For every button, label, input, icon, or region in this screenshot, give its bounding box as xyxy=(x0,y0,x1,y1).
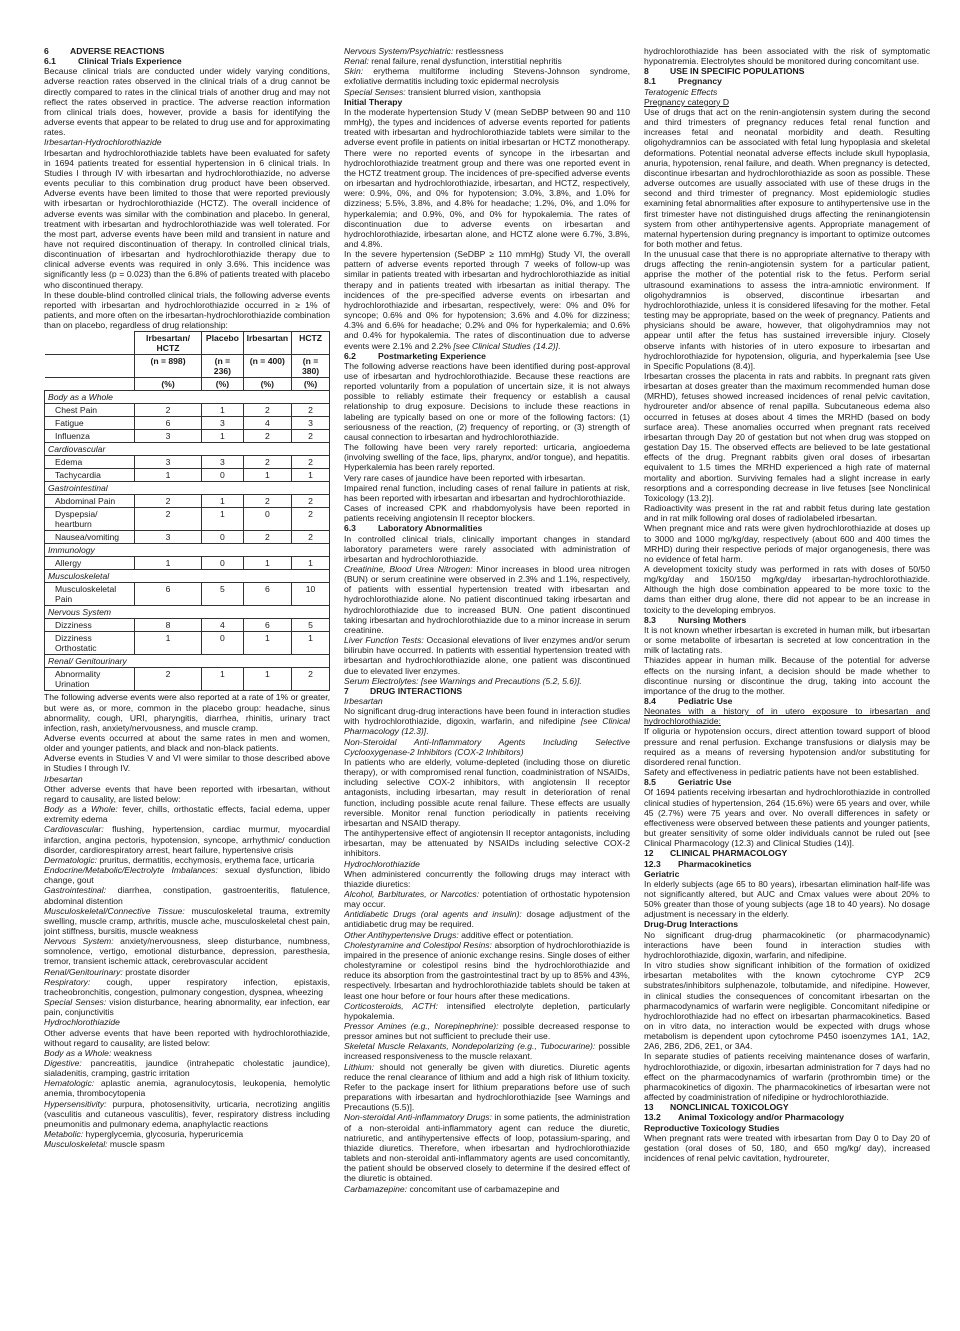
geriatric-heading: Geriatric xyxy=(644,868,680,879)
list-item-text: possible decreased response to pressor amines but not sufficient to preclude their use. xyxy=(344,1021,630,1042)
table-category-cell: Musculoskeletal xyxy=(45,570,330,583)
list-item xyxy=(44,865,330,885)
list-item-label: Pressor Amines (e.g., Norepinephrine): xyxy=(344,1021,499,1031)
list-item-label: Special Senses: xyxy=(344,86,406,97)
table-category-row xyxy=(45,544,330,557)
subheading: Neonates with a history of in utero exposure to irbesartan and hydrochlorothiazide: xyxy=(644,706,930,727)
table-cell-value: 6 xyxy=(134,417,201,430)
paragraph: When pregnant rats were treated with irbesartan from Day 0 to Day 20 of gestation (oral doses of 50, 180, and 650 mg/kg/ day), increased incidences of renal pelvic cavitation, hydroureter, xyxy=(644,1132,930,1164)
list-item xyxy=(344,940,630,1001)
table-cell-value: 1 xyxy=(243,632,292,655)
table-cell-value: 2 xyxy=(292,668,330,691)
table-category-row xyxy=(45,482,330,495)
table-cell-value: 4 xyxy=(202,619,243,632)
list-item-text: renal failure, renal dysfunction, interstitial nephritis xyxy=(368,56,562,67)
paragraph: Impaired renal function, including cases of renal failure in patients at risk, has been reported with irbesartan and irbesartan and hydrochlorothiazide. xyxy=(344,482,630,503)
list-item-text: pancreatitis, jaundice (intrahepatic cholestatic jaundice), sialadenitis, cramping, gastric irritation xyxy=(44,1058,330,1079)
table-category-row xyxy=(45,606,330,619)
list-item xyxy=(44,1129,330,1139)
list-item-text: fever, chills, orthostatic effects, facial edema, upper extremity edema xyxy=(44,804,330,825)
list-item-label: Nervous System/Psychiatric: xyxy=(344,46,454,56)
table-cell-value: 2 xyxy=(292,531,330,544)
table-cell-value: 2 xyxy=(134,668,201,691)
list-item xyxy=(344,909,630,929)
table-cell-value: 1 xyxy=(202,404,243,417)
table-cell-value: 0 xyxy=(202,469,243,482)
paragraph: A development toxicity study was performed in rats with doses of 50/50 mg/kg/day and 150/150 mg/kg/day irbesartan-hydrochlorothiazide. Although the high dose combination appeared to be more toxic to the dams than either drug alone, there did not appear to be an increase in toxicity to the developing embryos. xyxy=(644,563,930,615)
section-8-5-heading: 8.5 Geriatric Use xyxy=(644,777,732,788)
list-item-text: transient blurred vision, xanthopsia xyxy=(405,86,541,97)
table-cell-value: 2 xyxy=(292,404,330,417)
list-item-text: muscle spasm xyxy=(107,1139,165,1150)
list-item-label: Special Senses: xyxy=(44,997,107,1008)
reproductive-toxicology-heading: Reproductive Toxicology Studies xyxy=(644,1122,780,1133)
list-item-label: Nervous System: xyxy=(44,936,114,947)
table-row xyxy=(45,557,330,570)
table-header-cell: (%) xyxy=(292,378,330,391)
list-item-label: Endocrine/Metabolic/Electrolyte Imbalances: xyxy=(44,865,218,876)
list-item-text: possible increased responsiveness to the muscle relaxant. xyxy=(344,1041,630,1062)
subheading: Non-Steroidal Anti-Inflammatory Agents Including Selective Cyclooxygenase-2 Inhibitors (COX-2 Inhibitors) xyxy=(344,736,630,757)
list-item xyxy=(44,1078,330,1098)
section-13-heading: 13 NONCLINICAL TOXICOLOGY xyxy=(644,1102,789,1113)
table-header-cell: (%) xyxy=(202,378,243,391)
list-item-text: hyperglycemia, glycosuria, hyperuricemia xyxy=(83,1129,244,1140)
table-row xyxy=(45,583,330,606)
paragraph: No significant drug-drug pharmacokinetic (or pharmacodynamic) interactions have been found in interaction studies with hydrochlorothiazide, digoxin, warfarin, and nifedipine. xyxy=(644,929,930,960)
hctz-events-list xyxy=(44,1048,330,1150)
paragraph: When administered concurrently the following drugs may interact with thiazide diuretics: xyxy=(344,868,630,889)
list-item-text: dosage adjustment of the antidiabetic drug may be required. xyxy=(344,909,630,930)
list-item-label: Body as a Whole: xyxy=(44,804,118,815)
section-8-4-heading: 8.4 Pediatric Use xyxy=(644,696,733,706)
list-item-text: in some patients, the administration of a non-steroidal anti-inflammatory agent can reduce the diuretic, natriuretic, and antihypertensive effects of loop, potassium-sparing, and thiazide diuretics. Therefore, when irbesartan and hydrochlorothiazide tablets and non-steroidal anti-inflammatory agents are used concomitantly, the patient should be observed closely to determine if the desired effect of the diuretic is obtained. xyxy=(344,1112,630,1184)
paragraph: Very rare cases of jaundice have been reported with irbesartan. xyxy=(344,472,586,483)
table-header-cell: (n = 898) xyxy=(134,355,201,378)
list-item-label: Cardiovascular: xyxy=(44,824,104,835)
table-cell-value: 10 xyxy=(292,583,330,606)
list-item-label: Metabolic: xyxy=(44,1129,84,1140)
table-cell-value: 4 xyxy=(243,417,292,430)
subheading: Irbesartan xyxy=(44,773,83,784)
table-cell-value: 1 xyxy=(134,557,201,570)
paragraph: Creatinine, Blood Urea Nitrogen: Minor increases in blood urea nitrogen (BUN) or serum creatinine were observed in 2.3% and 1.1%, respectively, of patients with essential hypertension treated with irbesartan and hydrochlorothiazide alone. No patient discontinued taking irbesartan and hydrochlorothiazide due to increased BUN. One patient discontinued taking irbesartan and hydrochlorothiazide due to a minor increase in serum creatinine. xyxy=(344,563,630,635)
list-item-label: Antidiabetic Drugs (oral agents and insulin): xyxy=(344,909,522,920)
table-cell-value: 1 xyxy=(243,668,292,691)
list-item-text: anxiety/nervousness, sleep disturbance, numbness, somnolence, vertigo, emotional disturbance, depression, paresthesia, tremor, transient ischemic attack, cerebrovascular accident xyxy=(44,936,330,967)
table-cell-value: 0 xyxy=(202,557,243,570)
section-6-1-heading: 6.1 Clinical Trials Experience xyxy=(44,56,182,67)
table-row xyxy=(45,404,330,417)
table-header-cell: (%) xyxy=(243,378,292,391)
list-item xyxy=(344,930,630,940)
table-category-row xyxy=(45,570,330,583)
table-cell-value: 6 xyxy=(243,583,292,606)
table-cell-event: Edema xyxy=(45,456,135,469)
list-item-label: Hematologic: xyxy=(44,1078,95,1089)
paragraph: Serum Electrolytes: [see Warnings and Precautions (5.2, 5.6)]. xyxy=(344,675,582,686)
table-row xyxy=(45,430,330,443)
table-cell-value: 2 xyxy=(243,404,292,417)
list-item-label: Gastrointestinal: xyxy=(44,885,107,896)
list-item-label: Skeletal Muscle Relaxants, Nondepolarizing (e.g., Tubocurarine): xyxy=(344,1041,596,1052)
list-item xyxy=(344,889,630,909)
list-item xyxy=(44,967,330,977)
table-category-cell: Immunology xyxy=(45,544,330,557)
table-category-cell: Renal/ Genitourinary xyxy=(45,655,330,668)
table-category-cell: Cardiovascular xyxy=(45,443,330,456)
column-3 xyxy=(644,46,930,1319)
list-item xyxy=(44,804,330,824)
list-item-label: Digestive: xyxy=(44,1058,82,1068)
table-cell-value: 6 xyxy=(134,583,201,606)
list-item xyxy=(344,1001,630,1021)
section-6-heading: 6 ADVERSE REACTIONS xyxy=(44,46,165,56)
list-item-text: prostate disorder xyxy=(122,966,190,977)
table-cell-value: 0 xyxy=(202,531,243,544)
column-2 xyxy=(344,46,630,1319)
paragraph: In controlled clinical trials, clinically important changes in standard laboratory parameters were rarely associated with administration of irbesartan and hydrochlorothiazide. xyxy=(344,533,630,564)
list-item-label: Musculoskeletal/Connective Tissue: xyxy=(44,905,185,916)
table-cell-value: 2 xyxy=(134,495,201,508)
table-cell-value: 1 xyxy=(292,469,330,482)
table-n-row xyxy=(45,355,330,378)
table-row xyxy=(45,619,330,632)
table-header-cell: Placebo xyxy=(202,332,243,355)
list-item-text: erythema multiforme including Stevens-Johnson syndrome, exfoliative dermatitis including toxic epidermal necrolysis xyxy=(344,66,630,87)
table-cell-value: 2 xyxy=(292,508,330,531)
section-8-3-heading: 8.3 Nursing Mothers xyxy=(644,614,747,625)
list-item-label: Dermatologic: xyxy=(44,854,98,865)
paragraph: Other adverse events that have been reported with hydrochlorothiazide, without regard to causality, are listed below: xyxy=(44,1027,330,1048)
table-cell-value: 1 xyxy=(243,469,292,482)
paragraph: In elderly subjects (age 65 to 80 years), irbesartan elimination half-life was not significantly altered, but AUC and Cmax values were about 20% to 50% greater than those of young subjects (age 18 to 40 years). No dosage adjustment is necessary in the elderly. xyxy=(644,878,930,920)
table-cell-event: Dizziness Orthostatic xyxy=(45,632,135,655)
table-header-row xyxy=(45,332,330,355)
list-item-label: Cholestyramine and Colestipol Resins: xyxy=(344,939,492,950)
paragraph: Adverse events in Studies V and VI were similar to those described above in Studies I through IV. xyxy=(44,753,330,774)
table-cell-value: 8 xyxy=(134,619,201,632)
table-cell-value: 3 xyxy=(134,430,201,443)
list-item xyxy=(44,977,330,997)
table-cell-value: 5 xyxy=(292,619,330,632)
paragraph: Adverse events occurred at about the same rates in men and women, older and younger patients, and black and non-black patients. xyxy=(44,733,330,754)
list-item-text: intensified electrolyte depletion, particularly hypokalemia. xyxy=(344,1000,630,1021)
table-cell-event: Fatigue xyxy=(45,417,135,430)
table-body xyxy=(45,391,330,691)
list-item xyxy=(344,87,630,97)
list-item xyxy=(44,1139,330,1149)
table-row xyxy=(45,456,330,469)
table-cell-value: 1 xyxy=(202,495,243,508)
list-item-text: flushing, hypertension, cardiac murmur, myocardial infarction, angina pectoris, hypotension, syncope, arrhythmic/ conduction disorder, cardiorespiratory arrest, heart failure, hypertensive crisis xyxy=(44,824,330,855)
list-item xyxy=(344,1184,630,1194)
table-cell-value: 6 xyxy=(243,619,292,632)
paragraph: In vitro studies show significant inhibition of the formation of oxidized irbesartan metabolites with the known cytochrome CYP 2C9 substrates/inhibitors sulphenazole, tolbutamide, and nifedipine. However, in clinical studies the consequences of concomitant irbesartan on the pharmacodynamics of warfarin were negligible. Concomitant nifedipine or hydrochlorothiazide had no effect on irbesartan pharmacokinetics. Based on in vitro data, no interaction would be expected with drugs whose metabolism is dependent upon cytochrome P450 isoenzymes 1A1, 1A2, 2A6, 2B6, 2D6, 2E1, or 3A4. xyxy=(644,960,930,1052)
list-item-label: Hypersensitivity: xyxy=(44,1098,107,1109)
list-item-label: Renal/Genitourinary: xyxy=(44,966,123,977)
table-cell-value: 3 xyxy=(134,531,201,544)
table-row xyxy=(45,495,330,508)
list-item xyxy=(344,66,630,86)
table-header-cell: HCTZ xyxy=(292,332,330,355)
table-cell-value: 1 xyxy=(134,469,201,482)
section-7-heading: 7 DRUG INTERACTIONS xyxy=(344,685,463,696)
paragraph: Cases of increased CPK and rhabdomyolysis have been reported in patients receiving angiotensin II receptor blockers. xyxy=(344,503,630,524)
list-item-text: sexual dysfunction, libido change, gout xyxy=(44,865,330,886)
paragraph: Of 1694 patients receiving irbesartan and hydrochlorothiazide in controlled clinical studies of hypertension, 264 (15.6%) were 65 years and over, while 45 (2.7%) were 75 years and over. No overall differences in safety or effectiveness were observed between these patients and younger patients, but greater sensitivity of some older individuals cannot be ruled out [see Clinical Pharmacology (12.3) and Clinical Studies (14)]. xyxy=(644,787,930,849)
list-item xyxy=(44,1048,330,1058)
list-item xyxy=(44,885,330,905)
subheading: Teratogenic Effects xyxy=(644,86,718,97)
table-category-cell: Nervous System xyxy=(45,606,330,619)
table-cell-event: Chest Pain xyxy=(45,404,135,417)
paragraph: In the unusual case that there is no appropriate alternative to therapy with drugs affecting the renin-angiotensin system for a particular patient, apprise the mother of the potential risk to the fetus. Perform serial ultrasound examinations to assess the intra-amniotic environment. If oligohydramnios is observed, discontinue irbesartan and hydrochlorothiazide, unless it is considered lifesaving for the mother. Fetal testing may be appropriate, based on the week of pregnancy. Patients and physicians should be aware, however, that oligohydramnios may not appear until after the fetus has sustained irreversible injury. Closely observe infants with histories of in utero exposure to irbesartan and hydrochlorothiazide for hypotension, oliguria, and hyperkalemia [see Use in Specific Populations (8.4)]. xyxy=(644,249,930,371)
subheading: Irbesartan xyxy=(344,696,383,706)
list-item-text: potentiation of orthostatic hypotension may occur. xyxy=(344,888,630,910)
table-row xyxy=(45,508,330,531)
paragraph: The following have been very rarely reported: urticaria, angioedema (involving swelling of the face, lips, pharynx, and/or tongue), and hepatitis. Hyperkalemia has been rarely reported. xyxy=(344,442,630,473)
column-1 xyxy=(44,46,330,1319)
table-cell-value: 5 xyxy=(202,583,243,606)
table-category-row xyxy=(45,391,330,404)
table-cell-value: 3 xyxy=(134,456,201,469)
list-item-text: musculoskeletal trauma, extremity swelling, muscle cramp, arthritis, muscle ache, musculoskeletal chest pain, joint stiffness, bursitis, muscle weakness xyxy=(44,905,330,936)
table-cell-value: 3 xyxy=(292,417,330,430)
table-cell-event: Dyspepsia/ heartburn xyxy=(45,508,135,531)
subheading: Hydrochlorothiazide xyxy=(44,1017,120,1028)
list-item xyxy=(344,1112,630,1183)
table-cell-value: 1 xyxy=(202,668,243,691)
list-item-label: Body as a Whole: xyxy=(44,1047,112,1058)
irbesartan-events-list xyxy=(44,804,330,1017)
table-cell-value: 2 xyxy=(292,430,330,443)
paragraph: Use of drugs that act on the renin-angiotensin system during the second and third trimesters of pregnancy reduces fetal renal function and increases fetal and neonatal morbidity and death. Resulting oligohydramnios can be associated with fetal lung hypoplasia and skeletal deformations. Potential neonatal adverse effects include skull hypoplasia, anuria, hypotension, renal failure, and death. When pregnancy is detected, discontinue irbesartan and hydrochlorothiazide as soon as possible. These adverse outcomes are usually associated with use of these drugs in the second and third trimester of pregnancy. Most epidemiologic studies examining fetal abnormalities after exposure to antihypertensive use in the first trimester have not distinguished drugs affecting the reninangiotensin system from other antihypertensive agents. Appropriate management of maternal hypertension during pregnancy is important to optimize outcomes for both mother and fetus. xyxy=(644,106,930,249)
paragraph: The antihypertensive effect of angiotensin II receptor antagonists, including irbesartan, may be attenuated by NSAIDs including selective COX-2 inhibitors. xyxy=(344,828,630,859)
table-cell-value: 3 xyxy=(202,417,243,430)
table-cell-value: 1 xyxy=(202,430,243,443)
paragraph: If oliguria or hypotension occurs, direct attention toward support of blood pressure and renal perfusion. Exchange transfusions or dialysis may be required as a means of reversing hypotension and/or substituting for disordered renal function. xyxy=(644,726,930,767)
list-item xyxy=(44,997,330,1017)
paragraph: Irbesartan and hydrochlorothiazide tablets have been evaluated for safety in 1694 patients treated for essential hypertension in 6 clinical trials. In Studies I through IV with irbesartan and hydrochlorothiazide, no adverse events peculiar to this combination drug product have been observed. Adverse events have been limited to those that were reported previously with irbesartan or hydrochlorothiazide (HCTZ). The overall incidence of adverse events was similar with the combination and placebo. In general, treatment with irbesartan and hydrochlorothiazide was well tolerated. For the most part, adverse events have been mild and transient in nature and have not required discontinuation of therapy. In controlled clinical trials, discontinuation of irbesartan and hydrochlorothiazide therapy due to clinical adverse events was required in only 3.6%. This incidence was significantly less (p = 0.023) than the 6.8% of patients treated with placebo who discontinued therapy. xyxy=(44,147,330,290)
list-item-label: Non-steroidal Anti-inflammatory Drugs: xyxy=(344,1112,492,1123)
list-item-label: Other Antihypertensive Drugs: xyxy=(344,929,459,940)
table-cell-value: 2 xyxy=(134,404,201,417)
list-item-label: Respiratory: xyxy=(44,976,91,987)
table-cell-value: 1 xyxy=(202,508,243,531)
table-cell-value: 2 xyxy=(243,495,292,508)
table-row xyxy=(45,469,330,482)
table-cell-value: 1 xyxy=(292,557,330,570)
table-cell-value: 1 xyxy=(243,557,292,570)
table-cell-event: Tachycardia xyxy=(45,469,135,482)
table-cell-value: 0 xyxy=(202,632,243,655)
table-cell-value: 0 xyxy=(243,508,292,531)
paragraph: In these double-blind controlled clinical trials, the following adverse events reported with irbesartan and hydrochlorothiazide occurred in ≥ 1% of patients, and more often on the irbesartan-hydrochlorothiazide combination than on placebo, regardless of drug relationship: xyxy=(44,289,330,331)
list-item-text: weakness xyxy=(111,1047,152,1058)
paragraph: No significant drug-drug interactions have been found in interaction studies with hydrochlorothiazide, digoxin, warfarin, and nifedipine [see Clinical Pharmacology (12.3)]. xyxy=(344,706,630,737)
paragraph: The following adverse reactions have been identified during post-approval use of irbesartan and hydrochlorothiazide. Because these reactions are reported voluntarily from a population of uncertain size, it is not always possible to reliably estimate their frequency or establish a causal relationship to drug exposure. Decisions to include these reactions in labeling are typically based on one or more of the following factors: (1) seriousness of the reaction, (2) frequency of reporting, or (3) strength of causal connection to irbesartan and hydrochlorothiazide. xyxy=(344,360,630,442)
adverse-events-table xyxy=(44,331,330,691)
paragraph: In separate studies of patients receiving maintenance doses of warfarin, hydrochlorothiazide, or digoxin, irbesartan administration for 7 days had no effect on the pharmacodynamics of warfarin (prothrombin time) or the pharmacokinetics of digoxin. The pharmacokinetics of irbesartan were not affected by coadministration of nifedipine or hydrochlorothiazide. xyxy=(644,1051,930,1103)
list-item-text: purpura, photosensitivity, urticaria, necrotizing angiitis (vasculitis and cutaneous vasculitis), fever, respiratory distress including pneumonitis and pulmonary edema, anaphylactic reactions xyxy=(44,1098,330,1129)
table-cell-value: 1 xyxy=(134,632,201,655)
paragraph: In the moderate hypertension Study V (mean SeDBP between 90 and 110 mmHg), the types and incidences of adverse events reported for patients treated with irbesartan and hydrochlorothiazide tablets were similar to the adverse event profile in patients on initial irbesartan or HCTZ monotherapy. There were no reported events of syncope in the irbesartan and hydrochlorothiazide treatment group and there was one reported event in the HCTZ treatment group. The incidences of pre-specified adverse events on irbesartan and hydrochlorothiazide, irbesartan, and HCTZ, respectively, were: 0.9%, 0%, and 0% for hypotension; 3.0%, 3.8%, and 1.0% for dizziness; 5.5%, 3.8%, and 4.8% for headache; 1.2%, 0%, and 1.0% for hyperkalemia; and 0.9%, 0%, and 0% for hypokalemia. The rates of discontinuation due to adverse events on irbesartan and hydrochlorothiazide, irbesartan alone, and HCTZ alone were 6.7%, 3.8%, and 4.8%. xyxy=(344,106,630,249)
list-item-label: Lithium: xyxy=(344,1061,375,1072)
table-cell-event: Nausea/vomiting xyxy=(45,531,135,544)
section-13-2-heading: 13.2 Animal Toxicology and/or Pharmacology xyxy=(644,1112,845,1123)
paragraph: Because clinical trials are conducted under widely varying conditions, adverse reaction rates observed in the clinical trials of a drug cannot be directly compared to rates in the clinical trials of another drug and may not reflect the rates observed in practice. The adverse reaction information from clinical trials does, however, provide a basis for identifying the adverse events that appear to be related to drug use and for approximating rates. xyxy=(44,66,330,138)
list-item xyxy=(344,56,630,66)
table-header-cell: (%) xyxy=(134,378,201,391)
table-cell-value: 2 xyxy=(243,531,292,544)
list-item xyxy=(44,824,330,854)
initial-therapy-heading: Initial Therapy xyxy=(344,96,403,107)
list-item xyxy=(344,1062,630,1113)
drug-drug-interactions-heading: Drug-Drug Interactions xyxy=(644,919,739,930)
section-6-2-heading: 6.2 Postmarketing Experience xyxy=(344,350,486,361)
section-8-heading: 8 USE IN SPECIFIC POPULATIONS xyxy=(644,66,805,77)
table-category-cell: Gastrointestinal xyxy=(45,482,330,495)
subheading: Pregnancy category D xyxy=(644,96,730,107)
list-item-text: should not generally be given with diuretics. Diuretic agents reduce the renal clearance of lithium and add a high risk of lithium toxicity. Refer to the package insert for lithium preparations before use of such preparations with irbesartan and hydrochlorothiazide [see Warnings and Precautions (5.5)]. xyxy=(344,1061,630,1113)
section-12-heading: 12 CLINICAL PHARMACOLOGY xyxy=(644,848,788,859)
table-category-row xyxy=(45,443,330,456)
table-cell-value: 2 xyxy=(292,456,330,469)
list-item-label: Musculoskeletal: xyxy=(44,1139,108,1150)
table-cell-value: 1 xyxy=(292,632,330,655)
list-item-label: Alcohol, Barbiturates, or Narcotics: xyxy=(344,888,480,899)
table-pct-row xyxy=(45,378,330,391)
paragraph: Safety and effectiveness in pediatric patients have not been established. xyxy=(644,767,920,778)
paragraph: hydrochlorothiazide has been associated with the risk of symptomatic hyponatremia. Electrolytes should be monitored during concomitant use. xyxy=(644,46,930,67)
table-cell-event: Influenza xyxy=(45,430,135,443)
hctz-events-list-continued xyxy=(344,46,630,97)
table-header-cell: (n = 236) xyxy=(202,355,243,378)
table-header-cell: Irbesartan/ HCTZ xyxy=(134,332,201,355)
list-item-label: Renal: xyxy=(344,56,369,67)
table-row xyxy=(45,417,330,430)
table-row xyxy=(45,632,330,655)
list-item-label: Carbamazepine: xyxy=(344,1183,408,1194)
table-row xyxy=(45,531,330,544)
subheading: Hydrochlorothiazide xyxy=(344,858,420,869)
list-item xyxy=(44,936,330,966)
table-header-cell: (n = 380) xyxy=(292,355,330,378)
table-category-row xyxy=(45,655,330,668)
list-item-text: aplastic anemia, agranulocytosis, leukopenia, hemolytic anemia, thrombocytopenia xyxy=(44,1078,330,1099)
table-header-cell: (n = 400) xyxy=(243,355,292,378)
list-item xyxy=(44,855,330,865)
table-cell-value: 2 xyxy=(292,495,330,508)
table-cell-event: Allergy xyxy=(45,557,135,570)
subheading: Irbesartan-Hydrochlorothiazide xyxy=(44,137,162,148)
list-item-text: vision disturbance, hearing abnormality, ear infection, ear pain, conjunctivitis xyxy=(44,997,330,1018)
list-item-text: concomitant use of carbamazepine and xyxy=(407,1183,560,1194)
list-item xyxy=(344,1021,630,1041)
table-header-cell: Irbesartan xyxy=(243,332,292,355)
list-item xyxy=(44,906,330,936)
table-cell-value: 2 xyxy=(243,456,292,469)
table-cell-event: Abnormality Urination xyxy=(45,668,135,691)
section-12-3-heading: 12.3 Pharmacokinetics xyxy=(644,858,752,869)
drug-interaction-list xyxy=(344,889,630,1194)
list-item xyxy=(344,46,630,56)
list-item-label: Corticosteroids, ACTH: xyxy=(344,1000,438,1011)
paragraph: In patients who are elderly, volume-depleted (including those on diuretic therapy), or with compromised renal function, coadministration of NSAIDs, including selective COX-2 inhibitors, with angiotensin II receptor antagonists, including irbesartan, may result in deterioration of renal function, including possible acute renal failure. These effects are usually reversible. Monitor renal function periodically in patients receiving irbesartan and NSAID therapy. xyxy=(344,756,630,828)
list-item-text: cough, upper respiratory infection, epistaxis, tracheobronchitis, congestion, pulmonary congestion, dyspnea, wheezing xyxy=(44,976,330,997)
list-item-text: restlessness xyxy=(453,46,504,56)
paragraph: When pregnant mice and rats were given hydrochlorothiazide at doses up to 3000 and 1000 mg/kg/day, respectively (about 600 and 400 times the MRHD) during their respective periods of major organogenesis, there was no evidence of fetal harm. xyxy=(644,523,930,564)
table-cell-value: 3 xyxy=(202,456,243,469)
paragraph: The following adverse events were also reported at a rate of 1% or greater, but were as, or more, common in the placebo group: headache, sinus abnormality, cough, URI, pharyngitis, diarrhea, rhinitis, urinary tract infection, rash, anxiety/nervousness, and muscle cramp. xyxy=(44,692,330,733)
paragraph: It is not known whether irbesartan is excreted in human milk, but irbesartan or some metabolite of irbesartan is secreted at low concentration in the milk of lactating rats. xyxy=(644,624,930,656)
paragraph: Other adverse events that have been reported with irbesartan, without regard to causality, are listed below: xyxy=(44,783,330,804)
table-cell-event: Abdominal Pain xyxy=(45,495,135,508)
paragraph: Thiazides appear in human milk. Because of the potential for adverse effects on the nursing infant, a decision should be made whether to discontinue nursing or discontinue the drug, taking into account the importance of the drug to the mother. xyxy=(644,655,930,696)
paragraph: Liver Function Tests: Occasional elevations of liver enzymes and/or serum bilirubin have occurred. In patients with essential hypertension treated with irbesartan and hydrochlorothiazide alone, one patient was discontinued due to elevated liver enzymes. xyxy=(344,635,630,676)
paragraph: In the severe hypertension (SeDBP ≥ 110 mmHg) Study VI, the overall pattern of adverse events reported through 7 weeks of follow-up was similar in patients treated with irbesartan and hydrochlorothiazide as initial therapy and in patients treated with irbesartan as initial therapy. The incidences of the pre-specified adverse events on irbesartan and hydrochlorothiazide and irbesartan, respectively, were: 0% and 0% for syncope; 0.6% and 0% for hypotension; 3.6% and 4.0% for dizziness; 4.3% and 6.6% for headache; 0.2% and 0% for hyperkalemia; and 0.6% and 0.4% for hypokalemia. The rates of discontinuation due to adverse events were 2.1% and 2.2% [see Clinical Studies (14.2)]. xyxy=(344,249,630,351)
table-cell-value: 2 xyxy=(243,430,292,443)
list-item-text: pruritus, dermatitis, ecchymosis, erythema face, urticaria xyxy=(97,854,315,865)
section-8-1-heading: 8.1 Pregnancy xyxy=(644,76,722,87)
paragraph: Irbesartan crosses the placenta in rats and rabbits. In pregnant rats given irbesartan at doses greater than the maximum recommended human dose (MRHD), fetuses showed increased incidences of renal pelvic cavitation, hydroureter and/or absence of renal papilla. Subcutaneous edema also occurred in fetuses at doses about 4 times the MRHD (based on body surface area). These anomalies occurred when pregnant rats received irbesartan through Day 20 of gestation but not when drug was stopped on gestation Day 15. The observed effects are believed to be late gestational effects of the drug. Pregnant rabbits given oral doses of irbesartan equivalent to 1.5 times the MRHD experienced a high rate of maternal mortality and abortion. Surviving females had a slight increase in early resorptions and a corresponding decrease in live fetuses [see Nonclinical Toxicology (13.2)]. xyxy=(644,371,930,503)
paragraph: Radioactivity was present in the rat and rabbit fetus during late gestation and in rat milk following oral doses of radiolabeled irbesartan. xyxy=(644,503,930,524)
table-category-cell: Body as a Whole xyxy=(45,391,330,404)
table-cell-value: 2 xyxy=(134,508,201,531)
list-item-text: diarrhea, constipation, gastroenteritis, flatulence, abdominal distention xyxy=(44,885,330,906)
table-cell-event: Dizziness xyxy=(45,619,135,632)
list-item-label: Skin: xyxy=(344,66,364,77)
list-item-text: absorption of hydrochlorothiazide is impaired in the presence of anionic exchange resins. Single doses of either cholestyramine or colestipol resins bind the hydrochlorothiazide and reduce its absorption from the gastrointestinal tract by up to 85% and 43%, respectively. Irbesartan and hydrochlorothiazide tablets should be taken at least one hour before or four hours after these medications. xyxy=(344,939,630,1001)
list-item-text: additive effect or potentiation. xyxy=(458,929,574,940)
table-row xyxy=(45,668,330,691)
list-item xyxy=(344,1041,630,1061)
section-6-3-heading: 6.3 Laboratory Abnormalities xyxy=(344,523,483,534)
list-item xyxy=(44,1058,330,1078)
table-cell-event: Musculoskeletal Pain xyxy=(45,583,135,606)
list-item xyxy=(44,1099,330,1129)
